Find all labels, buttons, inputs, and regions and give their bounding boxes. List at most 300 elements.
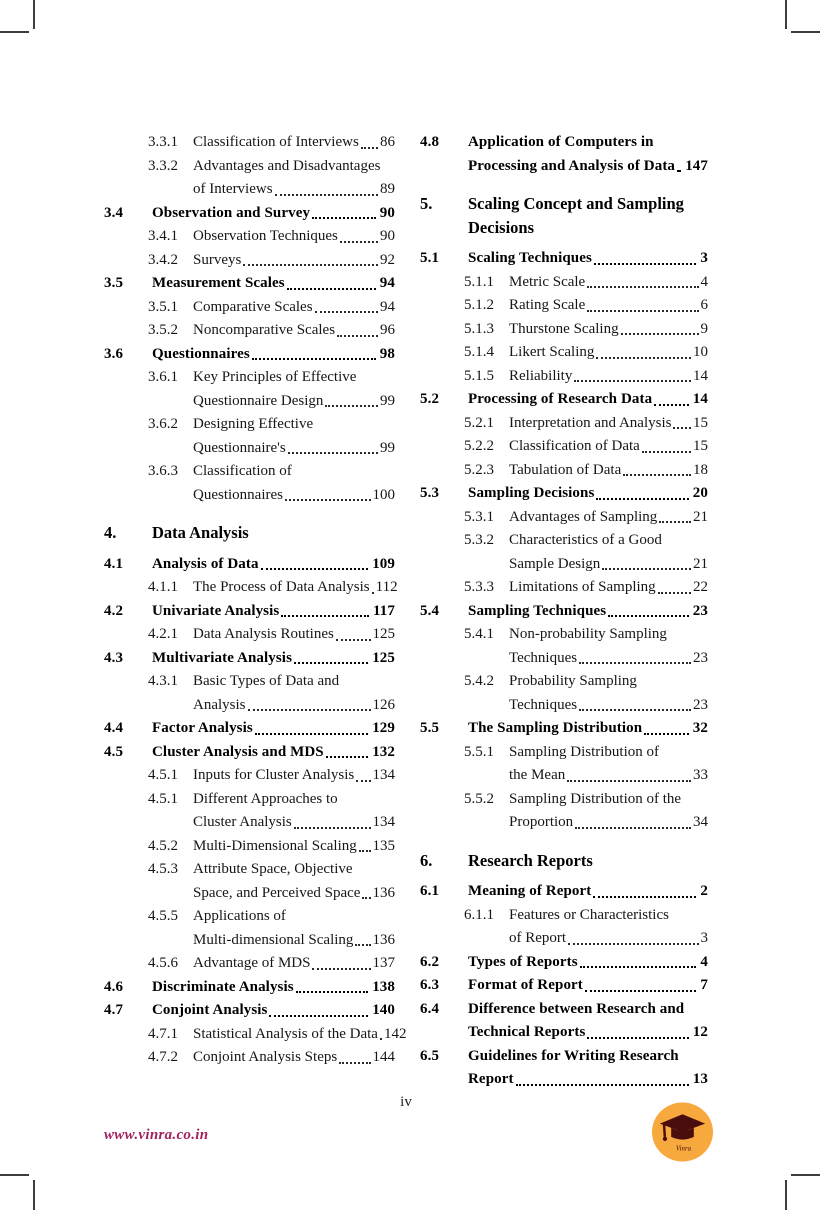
entry-page: 98 bbox=[379, 345, 395, 362]
entry-page: 147 bbox=[685, 157, 708, 174]
dot-leader bbox=[335, 319, 380, 343]
toc-entry bbox=[420, 131, 708, 178]
entry-page: 34 bbox=[693, 814, 708, 830]
entry-lastline bbox=[193, 764, 395, 788]
toc-entry bbox=[420, 741, 708, 788]
entry-lastline bbox=[193, 484, 395, 508]
dot-leader bbox=[253, 717, 370, 741]
entry-title: Questionnaire's bbox=[193, 439, 286, 456]
toc-entry bbox=[420, 1045, 708, 1092]
entry-lastline bbox=[193, 952, 395, 976]
dot-leader bbox=[578, 951, 699, 975]
dot-leader bbox=[285, 272, 378, 296]
toc-entry bbox=[104, 670, 395, 717]
entry-number: 6.5 bbox=[420, 1047, 440, 1064]
entry-title: Inputs for Cluster Analysis bbox=[193, 767, 355, 783]
entry-body bbox=[193, 1023, 407, 1047]
entry-title: Conjoint Analysis bbox=[152, 1002, 268, 1018]
dot-leader bbox=[585, 294, 700, 318]
entry-page: 136 bbox=[372, 931, 395, 948]
entry-lastline bbox=[468, 247, 708, 271]
entry-lastline bbox=[152, 717, 395, 741]
website-url: www.vinra.co.in bbox=[104, 1127, 209, 1143]
dot-leader bbox=[241, 249, 380, 273]
entry-lastline bbox=[193, 1023, 407, 1047]
dot-leader bbox=[514, 1068, 691, 1092]
crop-mark-bottom-left-vertical bbox=[33, 1180, 35, 1210]
toc-entry bbox=[420, 388, 708, 412]
entry-page: 4 bbox=[700, 273, 708, 290]
dot-leader bbox=[310, 952, 372, 976]
entry-page: 10 bbox=[693, 344, 708, 360]
entry-page: 132 bbox=[372, 743, 395, 760]
toc-entry bbox=[104, 835, 395, 859]
entry-title: Non-probability Sampling bbox=[509, 626, 667, 642]
entry-body bbox=[152, 202, 395, 226]
entry-page: 142 bbox=[383, 1025, 407, 1042]
entry-number: 5.1 bbox=[420, 250, 440, 266]
toc-entry bbox=[420, 904, 708, 951]
toc-entry bbox=[104, 905, 395, 952]
entry-body bbox=[193, 788, 395, 835]
entry-body bbox=[193, 1046, 395, 1070]
entry-body bbox=[509, 623, 708, 670]
entry-lastline bbox=[509, 459, 708, 483]
entry-page: 21 bbox=[693, 508, 708, 525]
toc-entry bbox=[420, 600, 708, 624]
entry-number: 5.4 bbox=[420, 602, 440, 619]
entry-body bbox=[468, 131, 708, 178]
entry-title: Sampling Decisions bbox=[468, 485, 595, 501]
entry-number: 6.4 bbox=[420, 1000, 440, 1017]
entry-title: Interpretation and Analysis bbox=[509, 414, 672, 431]
entry-lastline bbox=[509, 576, 708, 600]
entry-page: 21 bbox=[693, 555, 708, 572]
entry-number: 3.5.2 bbox=[148, 322, 178, 338]
entry-title: Processing and Analysis of Data bbox=[468, 157, 676, 174]
entry-page: 18 bbox=[693, 461, 708, 478]
entry-lastline bbox=[468, 482, 708, 506]
dot-leader bbox=[565, 764, 693, 788]
entry-page: 137 bbox=[372, 955, 395, 971]
entry-title: The Sampling Distribution bbox=[468, 720, 643, 736]
dot-leader bbox=[594, 341, 693, 365]
entry-number: 5.3.3 bbox=[464, 579, 494, 595]
toc-entry bbox=[104, 858, 395, 905]
entry-lastline bbox=[468, 388, 708, 412]
entry-title: Key Principles of Effective bbox=[193, 369, 357, 385]
toc-entry bbox=[104, 319, 395, 343]
toc-entry bbox=[104, 623, 395, 647]
entry-number: 4.5.1 bbox=[148, 767, 178, 783]
entry-page: 20 bbox=[692, 485, 708, 501]
entry-page: 86 bbox=[380, 134, 395, 150]
dot-leader bbox=[577, 694, 693, 718]
toc-entry bbox=[420, 247, 708, 271]
entry-body bbox=[468, 998, 708, 1045]
entry-title: Limitations of Sampling bbox=[509, 579, 656, 595]
entry-lastline bbox=[152, 272, 395, 296]
dot-leader bbox=[577, 647, 693, 671]
toc-entry bbox=[420, 880, 708, 904]
entry-page: 4 bbox=[700, 953, 708, 970]
entry-number: 5.5.1 bbox=[464, 743, 494, 760]
entry-title: Multi-Dimensional Scaling bbox=[193, 837, 357, 854]
entry-body bbox=[509, 506, 708, 530]
entry-title: Thurstone Scaling bbox=[509, 320, 619, 337]
entry-title: Probability Sampling bbox=[509, 673, 637, 689]
toc-entry bbox=[104, 717, 395, 741]
crop-mark-top-right-vertical bbox=[785, 0, 787, 29]
toc-entry bbox=[420, 459, 708, 483]
entry-title: Classification of Interviews bbox=[193, 134, 359, 150]
entry-lastline bbox=[468, 600, 708, 624]
entry-lastline bbox=[468, 1068, 708, 1092]
entry-lastline bbox=[468, 974, 708, 998]
entry-title: Features or Characteristics bbox=[509, 906, 669, 923]
toc-entry bbox=[104, 343, 395, 367]
vinra-logo bbox=[651, 1101, 714, 1163]
toc-entry bbox=[104, 296, 395, 320]
entry-body bbox=[152, 999, 395, 1023]
entry-body bbox=[193, 131, 395, 155]
entry-number: 5.2.3 bbox=[464, 461, 494, 478]
entry-page: 144 bbox=[372, 1049, 395, 1065]
entry-number: 3.4.2 bbox=[148, 251, 178, 268]
entry-body bbox=[193, 835, 395, 859]
entry-number: 4.3 bbox=[104, 649, 124, 666]
dot-leader bbox=[572, 365, 693, 389]
toc-entry bbox=[420, 412, 708, 436]
entry-body bbox=[193, 623, 395, 647]
dot-leader bbox=[583, 974, 698, 998]
toc-entry bbox=[104, 413, 395, 460]
entry-lastline bbox=[509, 435, 708, 459]
entry-lastline bbox=[193, 882, 395, 906]
entry-lastline bbox=[509, 553, 708, 577]
dot-leader bbox=[334, 623, 373, 647]
entry-page: 109 bbox=[372, 555, 395, 572]
toc-entry bbox=[104, 202, 395, 226]
entry-page: 90 bbox=[380, 228, 395, 244]
entry-title: Meaning of Report bbox=[468, 883, 592, 899]
dot-leader bbox=[353, 929, 372, 953]
entry-body bbox=[152, 600, 395, 624]
toc-entry bbox=[420, 318, 708, 342]
entry-number: 5.1.4 bbox=[464, 344, 494, 360]
entry-page: 15 bbox=[693, 438, 708, 454]
toc-entry bbox=[420, 365, 708, 389]
entry-number: 4.2.1 bbox=[148, 626, 178, 642]
entry-lastline bbox=[152, 343, 395, 367]
toc-entry bbox=[420, 271, 708, 295]
entry-title: Reliability bbox=[509, 367, 573, 384]
toc-entry bbox=[420, 849, 708, 873]
entry-page: 94 bbox=[380, 298, 395, 315]
entry-number: 5.3.1 bbox=[464, 508, 494, 525]
entry-number: 3.6.1 bbox=[148, 369, 178, 385]
entry-body bbox=[468, 192, 708, 239]
entry-page: 129 bbox=[372, 720, 395, 736]
entry-body bbox=[509, 435, 708, 459]
dot-leader bbox=[657, 506, 693, 530]
dot-leader bbox=[337, 1046, 372, 1070]
entry-body bbox=[152, 741, 395, 765]
entry-body bbox=[152, 272, 395, 296]
entry-number: 5.5 bbox=[420, 720, 440, 736]
toc-entry bbox=[104, 1023, 407, 1047]
entry-lastline bbox=[193, 1046, 395, 1070]
entry-number: 4.4 bbox=[104, 720, 124, 736]
dot-leader bbox=[283, 484, 373, 508]
entry-title: Noncomparative Scales bbox=[193, 322, 336, 338]
toc-column-left bbox=[104, 131, 407, 1092]
entry-title: Sampling Techniques bbox=[468, 602, 607, 619]
entry-lastline bbox=[509, 764, 708, 788]
entry-page: 136 bbox=[372, 884, 395, 901]
entry-number: 4. bbox=[104, 523, 117, 542]
entry-page: 12 bbox=[692, 1024, 708, 1040]
entry-lastline bbox=[193, 390, 395, 414]
entry-page: 7 bbox=[700, 977, 708, 993]
entry-title: Attribute Space, Objective bbox=[193, 861, 353, 877]
entry-lastline bbox=[509, 365, 708, 389]
dot-leader bbox=[591, 880, 698, 904]
crop-mark-bottom-right-vertical bbox=[785, 1180, 787, 1210]
dot-leader bbox=[566, 927, 700, 951]
entry-lastline bbox=[509, 271, 708, 295]
entry-title: Surveys bbox=[193, 251, 242, 268]
entry-body bbox=[468, 1045, 708, 1092]
dot-leader bbox=[313, 296, 380, 320]
toc-entry bbox=[104, 600, 395, 624]
entry-lastline bbox=[152, 202, 395, 226]
toc-entry bbox=[420, 670, 708, 717]
entry-page: 9 bbox=[700, 320, 708, 337]
entry-title: The Process of Data Analysis bbox=[193, 579, 370, 595]
entry-body bbox=[193, 413, 395, 460]
entry-body bbox=[193, 764, 395, 788]
dot-leader bbox=[606, 600, 691, 624]
entry-body bbox=[509, 529, 708, 576]
entry-number: 5.2 bbox=[420, 391, 440, 407]
entry-title: Comparative Scales bbox=[193, 298, 313, 315]
entry-body bbox=[468, 951, 708, 975]
entry-lastline bbox=[193, 694, 395, 718]
entry-body bbox=[468, 974, 708, 998]
dot-leader bbox=[573, 811, 693, 835]
entry-title: Multivariate Analysis bbox=[152, 649, 293, 666]
entry-lastline bbox=[509, 506, 708, 530]
dot-leader bbox=[378, 1023, 384, 1047]
table-of-contents bbox=[104, 131, 708, 1092]
dot-leader bbox=[267, 999, 370, 1023]
toc-entry bbox=[104, 155, 395, 202]
entry-title: Questionnaires bbox=[152, 345, 250, 362]
entry-number: 4.3.1 bbox=[148, 673, 178, 689]
entry-number: 5.4.2 bbox=[464, 673, 494, 689]
entry-body bbox=[509, 459, 708, 483]
entry-title: Cluster Analysis and MDS bbox=[152, 743, 324, 760]
dot-leader bbox=[292, 811, 373, 835]
entry-body bbox=[152, 647, 395, 671]
entry-body bbox=[152, 976, 395, 1000]
entry-page: 126 bbox=[372, 696, 395, 713]
toc-entry bbox=[104, 741, 395, 765]
dot-leader bbox=[585, 271, 700, 295]
toc-entry bbox=[104, 521, 395, 545]
toc-entry bbox=[420, 529, 708, 576]
entry-page: 99 bbox=[380, 392, 395, 409]
entry-page: 96 bbox=[380, 322, 395, 338]
entry-title: of Report bbox=[509, 930, 567, 946]
entry-body bbox=[468, 482, 708, 506]
entry-page: 33 bbox=[693, 767, 708, 783]
dot-leader bbox=[360, 882, 372, 906]
entry-number: 5.4.1 bbox=[464, 626, 494, 642]
dot-leader bbox=[273, 178, 380, 202]
entry-lastline bbox=[193, 178, 395, 202]
entry-title: Applications of bbox=[193, 908, 286, 924]
entry-page: 13 bbox=[692, 1071, 708, 1087]
entry-title: Univariate Analysis bbox=[152, 602, 280, 619]
dot-leader bbox=[592, 247, 698, 271]
dot-leader bbox=[338, 225, 380, 249]
toc-entry bbox=[104, 647, 395, 671]
toc-column-right bbox=[420, 131, 708, 1092]
entry-body bbox=[193, 319, 395, 343]
entry-title: Classification of bbox=[193, 463, 292, 479]
entry-title: Analysis bbox=[193, 696, 246, 713]
dot-leader bbox=[246, 694, 373, 718]
dot-leader bbox=[294, 976, 371, 1000]
entry-page: 112 bbox=[375, 579, 398, 595]
dot-leader bbox=[656, 576, 693, 600]
entry-number: 3.6 bbox=[104, 345, 124, 362]
entry-lastline bbox=[152, 999, 395, 1023]
entry-page: 89 bbox=[380, 181, 395, 197]
entry-page: 134 bbox=[372, 767, 395, 783]
entry-lastline bbox=[193, 811, 395, 835]
entry-title: Technical Reports bbox=[468, 1024, 586, 1040]
entry-body bbox=[152, 521, 395, 545]
entry-body bbox=[468, 717, 708, 741]
dot-leader bbox=[642, 717, 691, 741]
entry-body bbox=[193, 952, 395, 976]
entry-title: Proportion bbox=[509, 814, 574, 830]
entry-body bbox=[193, 296, 395, 320]
entry-page: 135 bbox=[372, 837, 395, 854]
toc-entry bbox=[420, 951, 708, 975]
toc-entry bbox=[104, 976, 395, 1000]
dot-leader bbox=[370, 576, 376, 600]
page-number: iv bbox=[400, 1094, 412, 1110]
dot-leader bbox=[292, 647, 370, 671]
entry-title: Likert Scaling bbox=[509, 344, 595, 360]
toc-entry bbox=[104, 366, 395, 413]
entry-title: Sampling Distribution of the bbox=[509, 790, 682, 807]
toc-entry bbox=[420, 717, 708, 741]
entry-title: Classification of Data bbox=[509, 438, 640, 454]
entry-number: 6. bbox=[420, 850, 433, 870]
dot-leader bbox=[250, 343, 378, 367]
toc-entry bbox=[104, 272, 395, 296]
entry-lastline bbox=[509, 318, 708, 342]
dot-leader bbox=[619, 318, 701, 342]
entry-lastline bbox=[152, 647, 395, 671]
entry-lastline bbox=[193, 131, 395, 155]
entry-title: Tabulation of Data bbox=[509, 461, 622, 478]
entry-page: 90 bbox=[379, 204, 395, 221]
entry-number: 5.1.1 bbox=[464, 273, 494, 290]
entry-page: 3 bbox=[700, 250, 708, 266]
entry-title: Advantages of Sampling bbox=[509, 508, 658, 525]
entry-page: 94 bbox=[379, 275, 395, 291]
entry-body bbox=[468, 388, 708, 412]
dot-leader bbox=[259, 553, 371, 577]
crop-mark-top-right-horizontal bbox=[791, 31, 820, 33]
entry-title: Techniques bbox=[509, 649, 578, 666]
entry-body bbox=[193, 249, 395, 273]
entry-lastline bbox=[193, 225, 395, 249]
toc-entry bbox=[420, 788, 708, 835]
entry-lastline bbox=[193, 835, 395, 859]
entry-title: Data Analysis Routines bbox=[193, 626, 334, 642]
entry-title: Different Approaches to bbox=[193, 790, 338, 807]
entry-number: 5.3 bbox=[420, 485, 440, 501]
entry-number: 5.3.2 bbox=[464, 532, 494, 548]
entry-page: 15 bbox=[693, 414, 708, 431]
entry-lastline bbox=[468, 155, 708, 179]
entry-lastline bbox=[193, 437, 395, 461]
dot-leader bbox=[310, 202, 378, 226]
toc-entry bbox=[104, 460, 395, 507]
entry-lastline bbox=[509, 811, 708, 835]
entry-title: Measurement Scales bbox=[152, 275, 285, 291]
toc-entry bbox=[420, 623, 708, 670]
toc-entry bbox=[104, 999, 395, 1023]
entry-body bbox=[468, 247, 708, 271]
entry-title: Format of Report bbox=[468, 977, 583, 993]
toc-entry bbox=[104, 1046, 395, 1070]
entry-title: Statistical Analysis of the Data bbox=[193, 1025, 378, 1042]
entry-lastline bbox=[468, 717, 708, 741]
entry-lastline bbox=[509, 927, 708, 951]
entry-title: Application of Computers in bbox=[468, 134, 654, 150]
entry-number: 4.1.1 bbox=[148, 579, 178, 595]
entry-body bbox=[193, 460, 395, 507]
entry-title: Processing of Research Data bbox=[468, 391, 653, 407]
entry-number: 4.5 bbox=[104, 743, 124, 760]
entry-body bbox=[193, 576, 398, 600]
toc-entry bbox=[420, 482, 708, 506]
toc-entry bbox=[104, 576, 398, 600]
entry-title: Report bbox=[468, 1071, 514, 1087]
toc-entry bbox=[104, 553, 395, 577]
entry-lastline bbox=[193, 576, 398, 600]
entry-lastline bbox=[152, 553, 395, 577]
entry-title: Research Reports bbox=[468, 850, 593, 870]
entry-number: 3.4 bbox=[104, 204, 124, 221]
entry-number: 4.5.5 bbox=[148, 908, 178, 924]
dot-leader bbox=[323, 390, 380, 414]
crop-mark-bottom-left-horizontal bbox=[0, 1174, 29, 1176]
entry-page: 2 bbox=[700, 883, 708, 899]
dot-leader bbox=[286, 437, 380, 461]
entry-number: 4.7 bbox=[104, 1002, 124, 1018]
toc-entry bbox=[420, 576, 708, 600]
dot-leader bbox=[324, 741, 370, 765]
